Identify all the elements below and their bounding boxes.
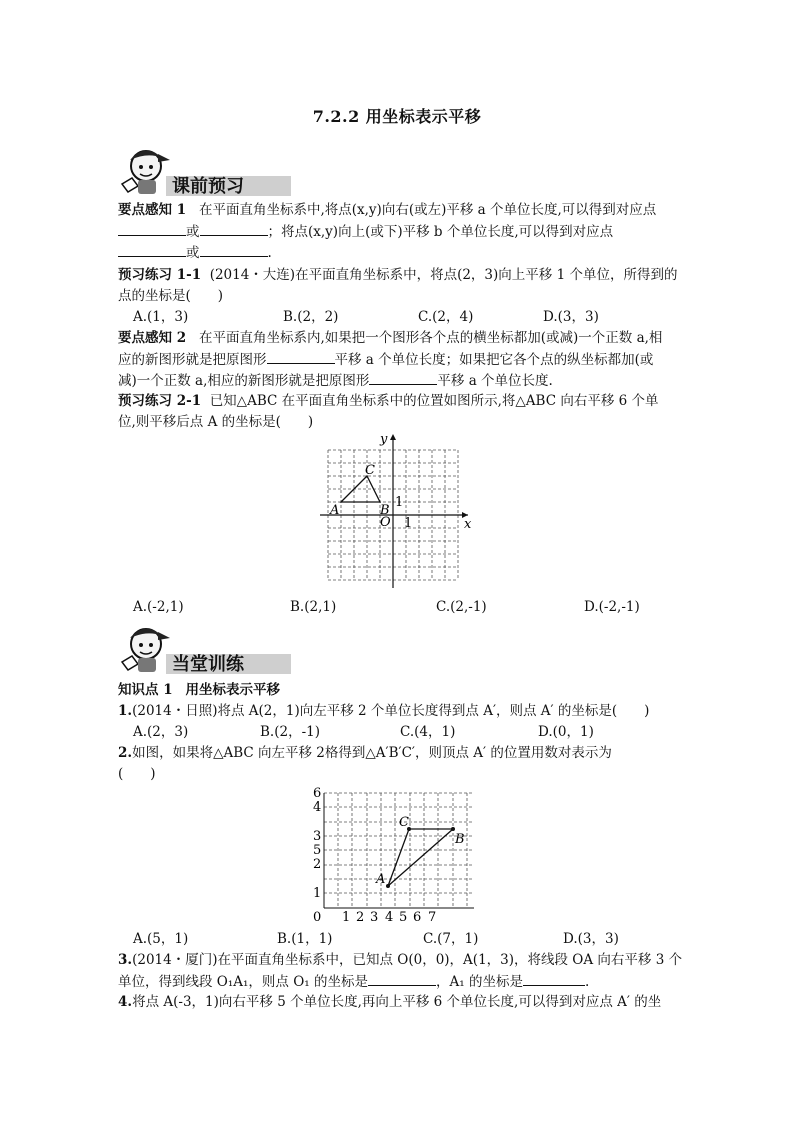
x-tick-label: 2 xyxy=(356,910,365,924)
answer-blank[interactable] xyxy=(118,242,186,257)
option-d[interactable]: D.(0，1) xyxy=(538,724,594,740)
x-tick-label: 3 xyxy=(370,910,379,924)
option-c[interactable]: C.(2,-1) xyxy=(436,599,487,615)
question-3-cont: 单位，得到线段 O₁A₁，则点 O₁ 的坐标是 ，A₁ 的坐标是 . xyxy=(118,971,678,992)
banner-label: 当堂训练 xyxy=(172,654,244,675)
x-tick-label: 1 xyxy=(404,516,413,531)
key-point-2-line2: 应的新图形就是把原图形 平移 a 个单位长度；如果把它各个点的纵坐标都加(或 xyxy=(118,349,678,370)
page-title: 7.2.2 用坐标表示平移 xyxy=(312,107,482,126)
option-d[interactable]: D.(3，3) xyxy=(543,309,599,325)
y-tick-label: 1 xyxy=(313,886,322,901)
option-b[interactable]: B.(2，2) xyxy=(283,309,339,325)
knowledge-point-heading: 知识点 1 用坐标表示平移 xyxy=(118,682,280,698)
answer-blank[interactable] xyxy=(369,370,437,385)
origin-label: O xyxy=(380,515,391,530)
option-c[interactable]: C.(4，1) xyxy=(400,724,456,740)
point-b-label: B xyxy=(380,503,390,518)
option-c[interactable]: C.(7，1) xyxy=(423,931,479,947)
x-tick-label: 1 xyxy=(342,910,351,924)
key-point-1: 要点感知 1 在平面直角坐标系中,将点(x,y)向右(或左)平移 a 个单位长度,可以得到对应点 xyxy=(118,202,657,218)
option-b[interactable]: B.(2,1) xyxy=(290,599,337,615)
option-c[interactable]: C.(2，4) xyxy=(418,309,474,325)
y-arrow-icon xyxy=(390,434,396,440)
point-c-label: C xyxy=(365,463,375,478)
option-a[interactable]: A.(5，1) xyxy=(133,931,189,947)
exercise-2-1: 预习练习 2-1 已知△ABC 在平面直角坐标系中的位置如图所示,将△ABC 向右平移 6 个单 xyxy=(118,393,659,409)
y-tick-label: 2 xyxy=(313,857,322,872)
answer-blank[interactable] xyxy=(200,221,268,236)
answer-blank[interactable] xyxy=(118,221,186,236)
question-1: 1.(2014・日照)将点 A(2，1)向左平移 2 个单位长度得到点 A′，则点 A′ 的坐标是( ) xyxy=(118,703,650,719)
question-3: 3.(2014・厦门)在平面直角坐标系中，已知点 O(0，0)，A(1，3)，将线段 OA 向右平移 3 个 xyxy=(118,952,683,968)
x-tick-label: 5 xyxy=(399,910,408,924)
option-b[interactable]: B.(1，1) xyxy=(277,931,333,947)
answer-blank[interactable] xyxy=(267,349,335,364)
point-b-label: B xyxy=(455,832,465,847)
x-tick-label: 6 xyxy=(413,910,422,924)
cartoon-boy-icon xyxy=(118,618,293,676)
question-2-cont: ( ) xyxy=(118,766,156,782)
class-practice-banner xyxy=(118,618,293,676)
banner-label: 课前预习 xyxy=(172,176,244,197)
x-tick-label: 7 xyxy=(428,910,437,924)
exercise-2-1-cont: 位,则平移后点 A 的坐标是( ) xyxy=(118,414,314,430)
option-d[interactable]: D.(-2,-1) xyxy=(584,599,640,615)
preview-banner xyxy=(118,140,293,198)
key-point-2-line3: 减)一个正数 a,相应的新图形就是把原图形 平移 a 个单位长度. xyxy=(118,370,678,391)
option-a[interactable]: A.(-2,1) xyxy=(133,599,184,615)
triangle-abc xyxy=(388,829,453,886)
key-point-2: 要点感知 2 在平面直角坐标系内,如果把一个图形各个点的横坐标都加(或减)一个正数 a,相 xyxy=(118,330,663,346)
point-a-label: A xyxy=(376,872,386,887)
coordinate-figure-2 xyxy=(310,784,480,924)
point-a-label: A xyxy=(330,503,340,518)
answer-blank[interactable] xyxy=(200,242,268,257)
y-tick-label: 6 xyxy=(313,786,322,801)
x-axis-label: x xyxy=(464,517,472,532)
grid xyxy=(324,793,474,908)
point-c-label: C xyxy=(399,815,409,830)
y-tick-label: 1 xyxy=(395,495,404,510)
y-tick-label: 5 xyxy=(313,843,322,858)
key-point-1-cont: 或 ；将点(x,y)向上(或下)平移 b 个单位长度,可以得到对应点 xyxy=(118,221,678,242)
exercise-1-1-cont: 点的坐标是( ) xyxy=(118,288,224,304)
option-b[interactable]: B.(2，-1) xyxy=(260,724,320,740)
cartoon-boy-icon xyxy=(118,140,293,198)
question-2: 2.如图，如果将△ABC 向左平移 2格得到△A′B′C′，则顶点 A′ 的位置用数对表示为 xyxy=(118,745,612,761)
option-a[interactable]: A.(2，3) xyxy=(133,724,189,740)
exercise-1-1: 预习练习 1-1 (2014・大连)在平面直角坐标系中，将点(2，3)向上平移 1 个单位，所得到的 xyxy=(118,267,678,283)
x-tick-label: 4 xyxy=(385,910,394,924)
y-tick-label: 4 xyxy=(313,800,322,815)
answer-blank[interactable] xyxy=(368,971,436,986)
key-point-1-end: 或 . xyxy=(118,242,678,263)
option-a[interactable]: A.(1，3) xyxy=(133,309,189,325)
option-d[interactable]: D.(3，3) xyxy=(563,931,619,947)
question-4: 4.将点 A(-3，1)向右平移 5 个单位长度,再向上平移 6 个单位长度,可以得到对应点 A′ 的坐 xyxy=(118,994,662,1010)
y-tick-label: 3 xyxy=(313,829,322,844)
y-axis-label: y xyxy=(380,432,388,447)
answer-blank[interactable] xyxy=(523,971,585,986)
x-tick-label: 0 xyxy=(313,910,322,924)
axes xyxy=(320,436,468,588)
coordinate-figure-1 xyxy=(318,428,478,590)
